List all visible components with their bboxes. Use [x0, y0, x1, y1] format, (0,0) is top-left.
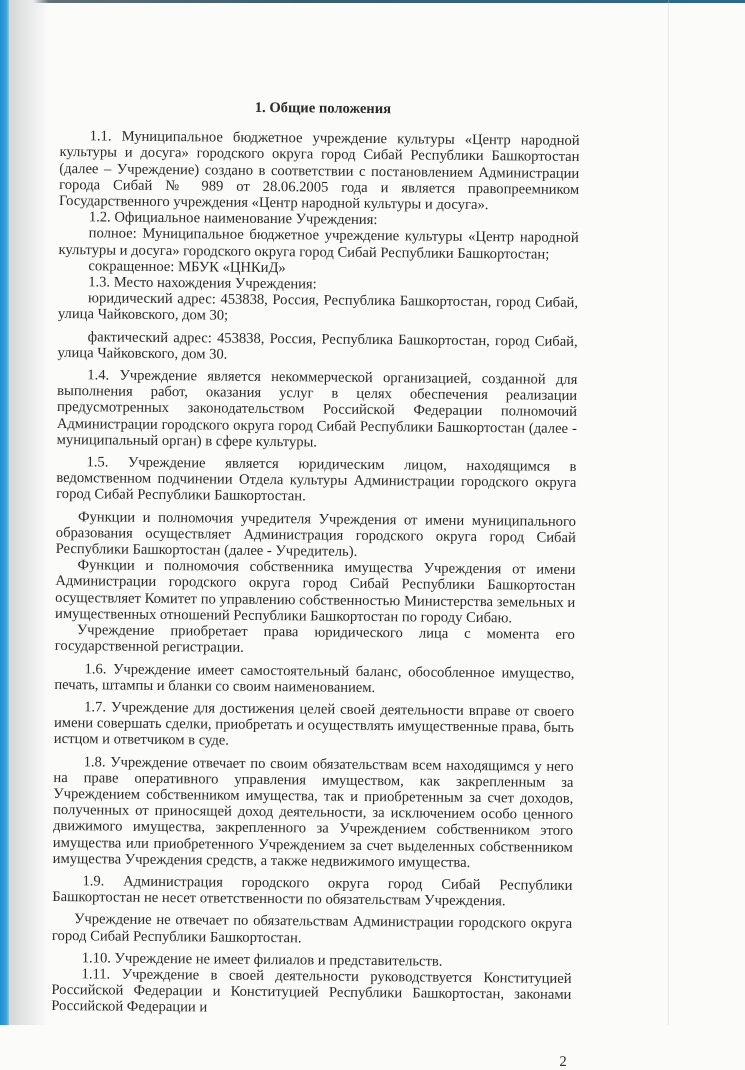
clause-1-3: 1.3. Место нахождения Учреждения: — [88, 274, 317, 293]
clause-1-1: 1.1. Муниципальное бюджетное учреждение культуры «Центр народной культуры и досуга» городского округа город Сибай Республики Башкортостан (далее – Учреждение) создано в соответствии с постановлением Администрации города Сибай № 989 от 28.06.2005 года и является правопреемником Государственного учреждения «Центр народной культуры и досуга». — [58, 128, 580, 214]
clause-1-11: 1.11. Учреждение в своей деятельности руководствуется Конституцией Российской Федерации и Конституцией Республики Башкортостан, законами Российской Федерации и — [51, 966, 572, 1016]
clause-1-2-short-name: сокращенное: МБУК «ЦНКиД» — [88, 258, 286, 277]
clause-1-2-full-name: полное: Муниципальное бюджетное учреждение культуры «Центр народной культуры и досуга» городского округа город Сибай Республики Башкортостан; — [58, 225, 579, 263]
clause-1-9-b: Учреждение не отвечает по обязательствам Администрации городского округа город Сибай Республики Башкортостан. — [51, 911, 573, 946]
clause-1-5-rights: Учреждение приобретает права юридического лица с момента его государственной регистрации. — [54, 622, 575, 657]
clause-1-3-actual-address: фактический адрес: 453838, Россия, Республика Башкортостан, город Сибай, улица Чайковского, дом 30. — [57, 328, 578, 363]
clause-1-5: 1.5. Учреждение является юридическим лицом, находящимся в ведомственном подчинении Отдела культуры Администрации городского округа город Сибай Республики Башкортостан. — [56, 454, 577, 505]
clause-1-5-owner: Функции и полномочия собственника имущества Учреждения от имени Администрации городского округа город Сибай Республики Башкортостан осуществляет Комитет по управлению собственностью Министерства земельных и имущественных отношений Республики Башкортостан по городу Сибаю. — [54, 557, 576, 627]
scan-edge-top — [0, 0, 745, 3]
clause-1-6: 1.6. Учреждение имеет самостоятельный баланс, обособленное имущество, печать, штампы и бланки со своим наименованием. — [54, 660, 575, 696]
clause-1-4: 1.4. Учреждение является некоммерческой организацией, созданной для выполнения работ, оказания услуг в целях обеспечения реализации предусмотренных законодательством Российской Федерации полномочий Администрации городского округа город Сибай Республики Башкортостан (далее - муниципальный орган) в сфере культуры. — [56, 367, 578, 451]
scan-edge-left — [0, 0, 9, 1025]
clause-1-9: 1.9. Администрация городского округа город Сибай Республики Башкортостан не несет ответственности по обязательствам Учреждения. — [52, 873, 573, 910]
clause-1-10: 1.10. Учреждение не имеет филиалов и представительств. — [81, 949, 443, 970]
clause-1-7: 1.7. Учреждение для достижения целей своей деятельности вправе от своего имени совершать сделки, приобретать и осуществлять имущественные права, быть истцом и ответчиком в суде. — [53, 699, 575, 749]
page-number: 2 — [559, 1053, 567, 1070]
paper-fold-line — [668, 0, 669, 1025]
scan-shadow-left — [9, 0, 49, 1025]
clause-1-5-founder: Функции и полномочия учредителя Учреждения от имени муниципального образования осуществляет Администрация городского округа город Сибай Республики Башкортостан (далее - Учредитель). — [55, 508, 577, 560]
clause-1-3-legal-address: юридический адрес: 453838, Россия, Республика Башкортостан, город Сибай, улица Чайковского, дом 30; — [57, 290, 579, 325]
document-page — [51, 98, 580, 1070]
clause-1-8: 1.8. Учреждение отвечает по своим обязательствам всем находящимся у него на праве оперативного управления имуществом, как закрепленным за Учреждением собственником имущества, так и приобретенным за счет доходов, полученных от приносящей доход деятельности, за исключением особо ценного движимого имущества, закрепленного за Учреждением собственником этого имущества или приобретенного Учреждением за счет выделенных собственником имущества Учреждения средств, а также недвижимого имущества. — [52, 753, 574, 871]
section-heading: 1. Общие положения — [254, 99, 392, 118]
clause-1-2: 1.2. Официальное наименование Учреждения: — [88, 209, 378, 229]
